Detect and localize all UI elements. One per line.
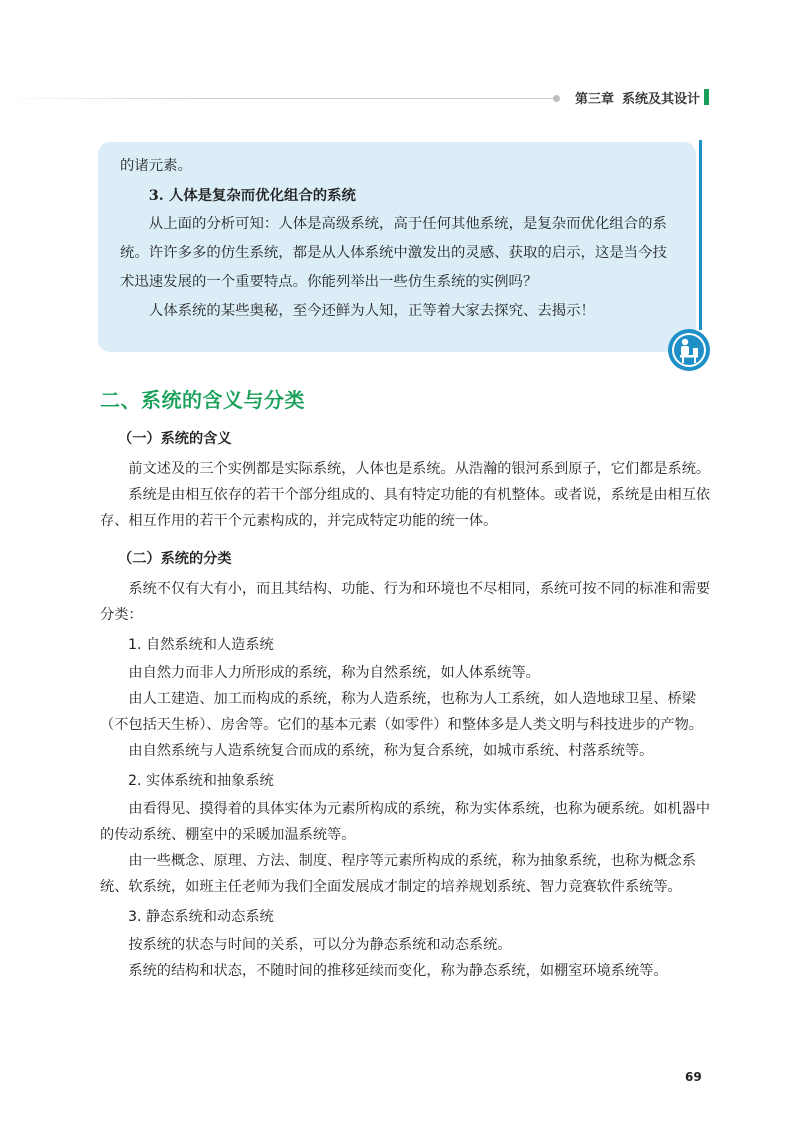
paragraph: 由人工建造、加工而构成的系统，称为人造系统，也称为人工系统，如人造地球卫星、桥梁（不包括天生桥）、房舍等。它们的基本元素（如零件）和整体多是人类文明与科技进步的产物。	[100, 691, 703, 733]
page-number: 69	[685, 1070, 702, 1084]
chapter-number: 第三章	[575, 92, 615, 107]
numbered-heading-2: 2. 实体系统和抽象系统	[128, 773, 274, 789]
box-line-continuation: 的诸元素。	[120, 158, 192, 174]
subsection-heading-2: （二）系统的分类	[118, 551, 232, 567]
reader-at-desk-icon	[667, 328, 711, 372]
paragraph: 前文述及的三个实例都是实际系统，人体也是系统。从浩瀚的银河系到原子，它们都是系统。	[128, 461, 711, 477]
paragraph: 由一些概念、原理、方法、制度、程序等元素所构成的系统，称为抽象系统，也称为概念系统、软系统，如班主任老师为我们全面发展成才制定的培养规划系统、智力竞赛软件系统等。	[100, 853, 696, 895]
section-heading: 二、系统的含义与分类	[100, 388, 305, 412]
numbered-heading-3: 3. 静态系统和动态系统	[128, 909, 274, 925]
paragraph: 系统的结构和状态，不随时间的推移延续而变化，称为静态系统，如棚室环境系统等。	[128, 963, 668, 979]
chapter-title: 系统及其设计	[622, 92, 701, 107]
paragraph: 由看得见、摸得着的具体实体为元素所构成的系统，称为实体系统，也称为硬系统。如机器中的传动系统、棚室中的采暖加温系统等。	[100, 801, 711, 843]
box-side-accent	[699, 140, 702, 330]
subsection-heading-1: （一）系统的含义	[118, 431, 232, 447]
paragraph: 系统不仅有大有小，而且其结构、功能、行为和环境也不尽相同，系统可按不同的标准和需要分类：	[100, 581, 711, 623]
main-content	[100, 420, 715, 984]
header-green-bar	[704, 89, 709, 105]
paragraph: 按系统的状态与时间的关系，可以分为静态系统和动态系统。	[128, 937, 512, 953]
paragraph: 由自然力而非人力所形成的系统，称为自然系统，如人体系统等。	[128, 665, 540, 681]
running-header	[575, 88, 700, 107]
reading-box	[98, 142, 696, 352]
paragraph: 由自然系统与人造系统复合而成的系统，称为复合系统，如城市系统、村落系统等。	[128, 743, 654, 759]
header-dot	[553, 95, 560, 102]
header-rule	[0, 98, 560, 99]
box-closing-line: 人体系统的某些奥秘，至今还鲜为人知，正等着大家去探究、去揭示！	[148, 303, 595, 319]
paragraph: 系统是由相互依存的若干个部分组成的、具有特定功能的有机整体。或者说，系统是由相互依存、相互作用的若干个元素构成的，并完成特定功能的统一体。	[100, 487, 711, 529]
numbered-heading-1: 1. 自然系统和人造系统	[128, 637, 274, 653]
box-subheading: 3. 人体是复杂而优化组合的系统	[148, 187, 356, 204]
box-paragraph: 从上面的分析可知：人体是高级系统，高于任何其他系统，是复杂而优化组合的系统。许许多多的仿生系统，都是从人体系统中激发出的灵感、获取的启示，这是当今技术迅速发展的一个重要特点。你能列举出一些仿生系统的实例吗？	[120, 216, 667, 290]
